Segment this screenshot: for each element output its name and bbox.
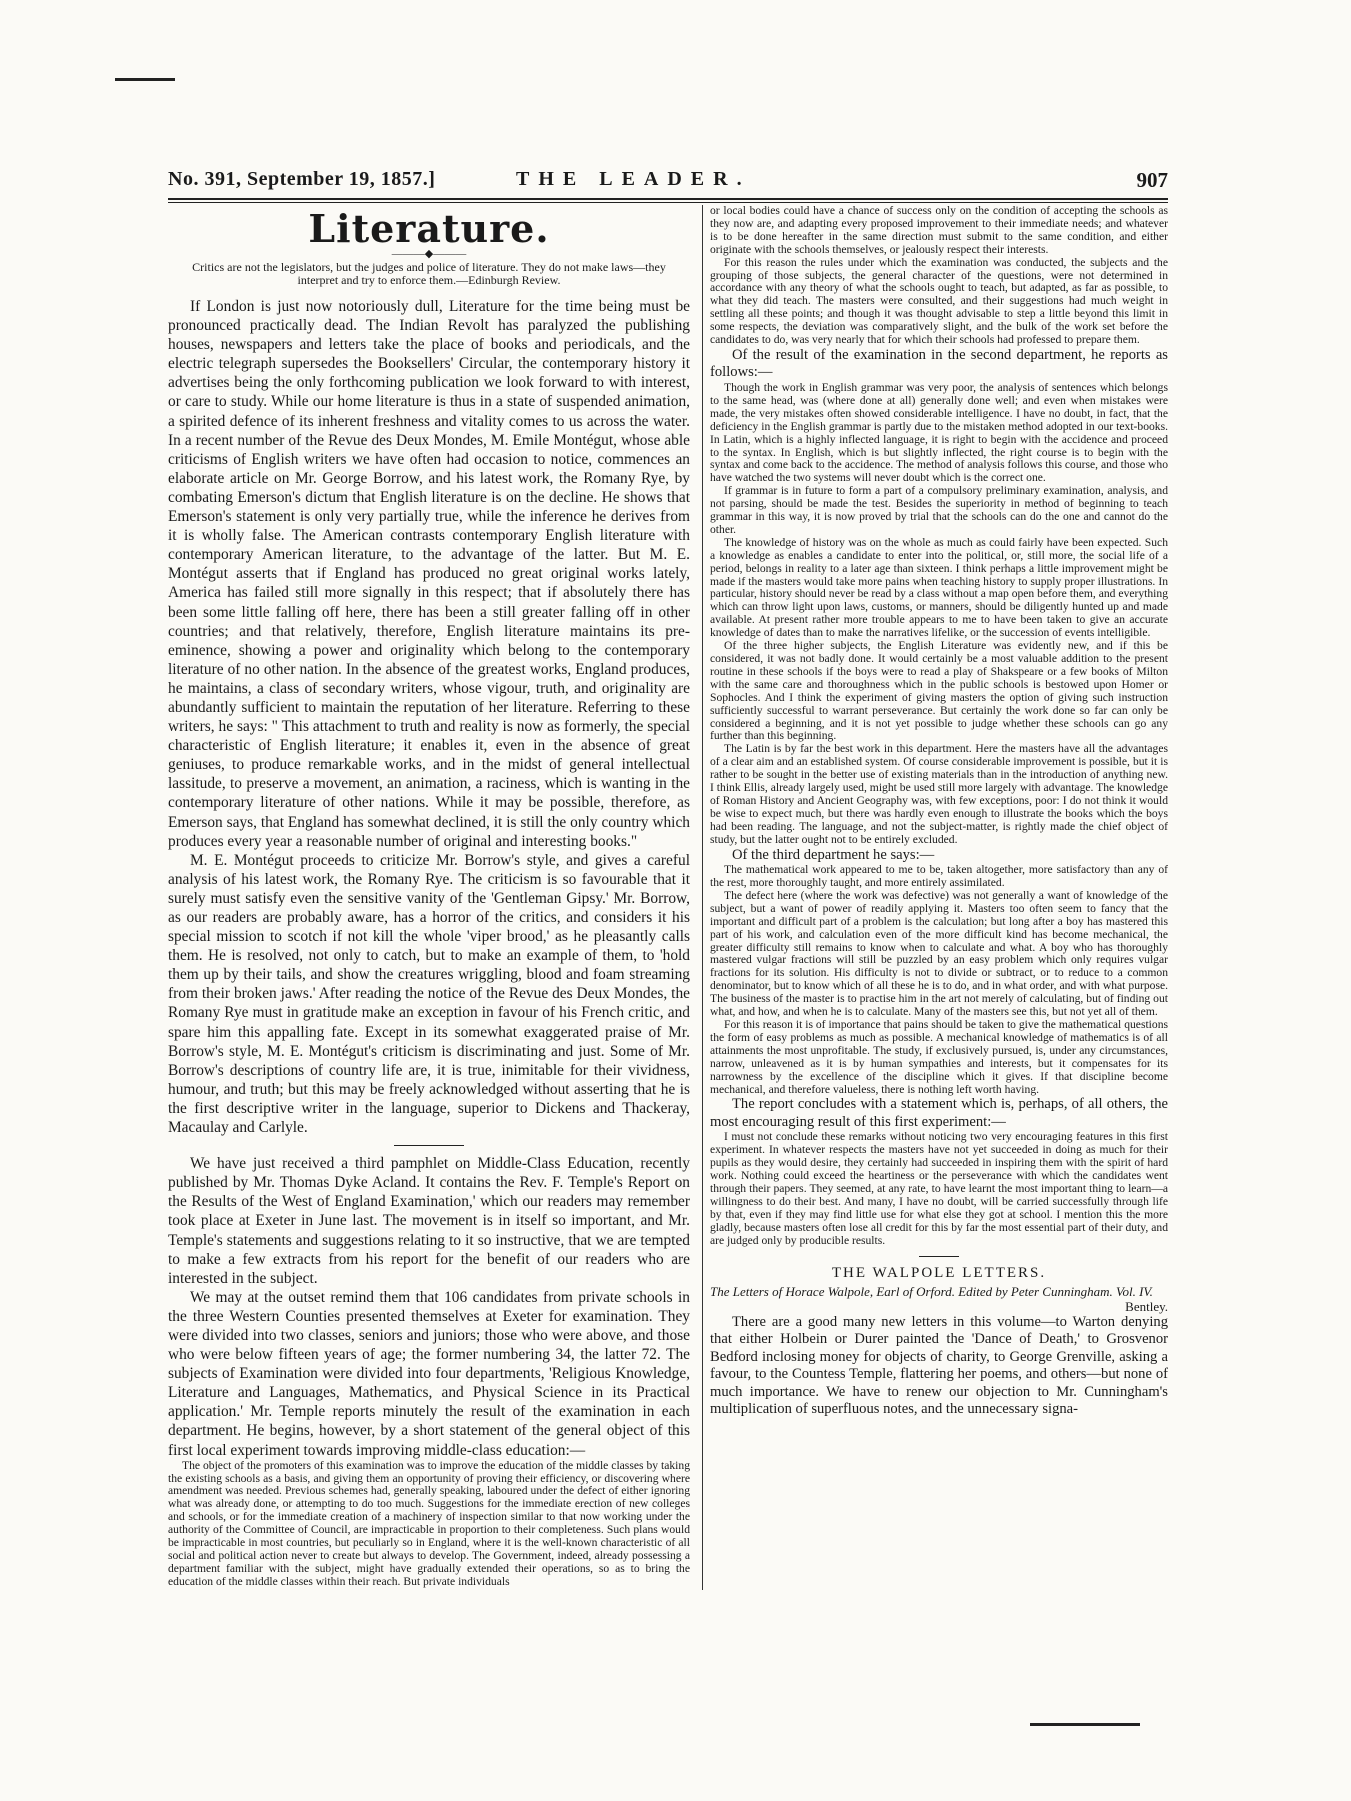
paragraph: There are a good many new letters in this volume—to Warton denying that either Holbein or Durer painted the 'Dance of Death,' to Grosvenor Bedford inclosing money for objects of charity, to George Grenville, asking a favour, to the Countess Temple, flattering her poems, and others—but none of much importance. We have to renew our objection to Mr. Cunningham's multiplication of superfluous notes, and the unnecessary signa- bbox=[710, 1313, 1168, 1418]
page-header bbox=[168, 168, 1168, 198]
quoted-extract: I must not conclude these remarks without noticing two very encouraging features in this first experiment. In whatever respects the masters have not yet succeeded in doing as much for their pupils as they would desire, they certainly had succeeded in inspiring them with the spirit of hard work. Nothing could exceed the heartiness or the perseverance with which the candidates went through their papers. They seemed, at any rate, to have learnt the most important thing to learn—a willingness to do their best. And many, I have no doubt, will be carried successfully through life by that, even if they may find little use for what else they got at school. I mention this the more gladly, because masters often lose all credit for this by far the most essential part of their duty, and are judged only by producible results. bbox=[710, 1130, 1168, 1247]
paragraph: The report concludes with a statement which is, perhaps, of all others, the most encouraging result of this first experiment:— bbox=[710, 1096, 1168, 1130]
scan-artifact bbox=[1030, 1723, 1140, 1726]
quoted-extract: The knowledge of history was on the whole as much as could fairly have been expected. Such a knowledge as enables a candidate to enter into the political, or, still more, the social life of a period, belongs in reality to a later age than sixteen. I think perhaps a little improvement might be made if the masters would take more pains when teaching history to supply proper illustrations. In particular, history should never be read by a class without a map open before them, and everything which can throw light upon laws, customs, or manners, should be diligently hunted up and made available. At present rather more trouble appears to me to have been taken to give an accurate knowledge of dates than to make the narratives lifelike, or the succession of events intelligible. bbox=[710, 535, 1168, 640]
masthead-title: THE LEADER. bbox=[516, 168, 751, 190]
quoted-extract: For this reason the rules under which the examination was conducted, the subjects and the grouping of those subjects, the general character of the questions, were not determined in accordance with any theory of what the schools ought to teach, but adapted, as far as possible, to what they did teach. The masters were consulted, and their suggestions had much weight in settling all these points; and though it was thought advisable to step a little beyond this limit in some respects, the deviation was comparatively slight, and the bulk of the work set before the candidates to do, was very nearly that for which their schools had professed to prepare them. bbox=[710, 255, 1168, 347]
page-number: 907 bbox=[1136, 168, 1168, 192]
paragraph: Of the third department he says:— bbox=[732, 846, 935, 863]
paragraph: Of the result of the examination in the second department, he reports as follows:— bbox=[710, 346, 1168, 381]
issue-info: No. 391, September 19, 1857.] bbox=[168, 168, 436, 190]
quoted-extract: The Latin is by far the best work in this department. Here the masters have all the advantages of a clear aim and an established system. Of course considerable improvement is possible, but it is rather to be sought in the better use of existing materials than in the introduction of anything new. I think Ellis, already largely used, might be used still more largely with advantage. The knowledge of Roman History and Ancient Geography was, with few exceptions, poor: I do not think it would be wise to expect much, but there was hardly even enough to illustrate the books which the boys had been reading. The language, and not the subject-matter, is rightly made the chief object of study, but the latter ought not to be entirely excluded. bbox=[710, 742, 1168, 846]
quoted-extract: or local bodies could have a chance of success only on the condition of accepting the schools as they now are, and adapting every proposed improvement to their immediate needs; and whatever is to be done hereafter in the same direction must submit to the same condition, and either originate with the schools themselves, or jealously respect their interests. bbox=[710, 204, 1168, 256]
scan-artifact bbox=[115, 78, 175, 81]
quoted-extract: Though the work in English grammar was very poor, the analysis of sentences which belongs to the same head, was (where done at all) generally done well; and even when mistakes were made, the very mistakes often showed considerable intelligence. I have no doubt, in fact, that the deficiency in the English grammar is partly due to the mistaken method adopted in our text-books. In Latin, which is a highly inflected language, it is right to begin with the accidence and proceed to the syntax. In English, which is but slightly inflected, the right course is to begin with the syntax and come back to the accidence. The method of analysis follows this course, and those who have watched the two systems will never doubt which is the correct one. bbox=[710, 380, 1168, 485]
quoted-extract: The mathematical work appeared to me to be, taken altogether, more satisfactory than any of the rest, more thoroughly taught, and more entirely assimilated. bbox=[710, 863, 1168, 889]
epigraph: Critics are not the legislators, but the judges and police of literature. They do not make laws—they interpret and try to enforce them.—Edinburgh Review. bbox=[192, 260, 666, 287]
book-title: The Letters of Horace Walpole, Earl of Orford. Edited by Peter Cunningham. Vol. IV. bbox=[710, 1283, 1153, 1299]
quoted-extract: Of the three higher subjects, the English Literature was evidently new, and if this be considered, it was not badly done. It would certainly be a most valuable addition to the present routine in these schools if the boys were to read a play of Shakspeare or a few books of Milton with the same care and thoroughness which in the public schools is bestowed upon Homer or Sophocles. And I think the experiment of giving masters the option of giving such instruction sufficiently successful to warrant perseverance. But certainly the work done so far can only be considered a beginning, and it is not yet possible to judge whether these schools can go any further than this beginning. bbox=[710, 639, 1168, 743]
separator-rule bbox=[394, 1145, 464, 1146]
title-ornament: ———◆——— bbox=[391, 248, 467, 260]
quoted-extract: The object of the promoters of this examination was to improve the education of the middle classes by taking the existing schools as a basis, and giving them an opportunity of proving their efficiency, or discovering where amendment was needed. Previous schemes had, generally speaking, laboured under the defect of either ignoring what was already done, or attempting to do too much. Suggestions for the immediate erection of new colleges and schools, or for the immediate creation of a machinery of inspection similar to that now working under the authority of the Committee of Council, are impracticable in proportion to their completeness. Such plans would be impracticable in most countries, but peculiarly so in England, where it is the well-known characteristic of all social and political action never to create but always to develop. The Government, indeed, already possessing a department familiar with the subject, might have gradually extended their operations, so as to bring the education of the middle classes within their reach. But private individuals bbox=[168, 1458, 690, 1588]
quoted-extract: If grammar is in future to form a part of a compulsory preliminary examination, analysis, and not parsing, should be made the test. Besides the superiority in method of beginning to teach grammar in this way, it is now proved by trial that the schools can do the one and cannot do the other. bbox=[710, 484, 1168, 536]
book-citation bbox=[710, 1283, 1168, 1314]
quoted-extract: For this reason it is of importance that pains should be taken to give the mathematical questions the form of easy problems as much as possible. A mechanical knowledge of mathematics is of all attainments the most unprofitable. The study, if exclusively pursued, is, under any circumstances, narrow, unleavened as it is by human sympathies and interests, but it compensates for its narrowness by the excellence of the discipline which it gives. If that discipline become mechanical, and therefore valueless, there is nothing left worth having. bbox=[710, 1017, 1168, 1096]
paragraph: We have just received a third pamphlet on Middle-Class Education, recently published by Mr. Thomas Dyke Acland. It contains the Rev. F. Temple's Report on the Results of the West of England Examination,' which our readers may remember took place at Exeter in June last. The movement is in itself so important, and Mr. Temple's statements and suggestions relating to it so instructive, that we are tempted to make a few extracts from his report for the benefit of our readers who are interested in the subject. bbox=[168, 1155, 690, 1287]
left-column bbox=[168, 205, 690, 1589]
quoted-extract: The defect here (where the work was defective) was not generally a want of knowledge of the subject, but a want of power of readily applying it. Masters too often seem to fancy that the important and difficult part of a problem is the calculation; but long after a boy has mastered this part of his work, and calculation even of the more difficult kind has become mechanical, the greater difficulty still remains to know when to calculate and what. A boy who has thoroughly mastered vulgar fractions will still be puzzled by an easy problem which only requires vulgar fractions for its solution. His difficulty is not to divide or subtract, or to reduce to a common denominator, but to know which of all these he is to do, and in what order, and with what purpose. The business of the master is to practise him in the art not merely of calculating, but of finding out what, and how, and when he is to calculate. Many of the masters see this, but not yet all of them. bbox=[710, 888, 1168, 1019]
publisher: Bentley. bbox=[1125, 1298, 1168, 1314]
column-divider bbox=[702, 205, 703, 1590]
paragraph: We may at the outset remind them that 106 candidates from private schools in the three Western Counties presented themselves at Exeter for examination. They were divided into two classes, seniors and juniors; those who were above, and those who were below fifteen years of age; the former numbering 34, the latter 72. The subjects of Examination were divided into four departments, 'Religious Knowledge, Literature and Languages, Mathematics, and Physical Science in its Practical application.' Mr. Temple reports minutely the result of the examination in each department. He begins, however, by a short statement of the general object of this first local experiment towards improving middle-class education:— bbox=[168, 1288, 690, 1459]
paragraph: If London is just now notoriously dull, Literature for the time being must be pronounced practically dead. The Indian Revolt has paralyzed the publishing houses, newspapers and letters take the place of books and periodicals, and the electric telegraph supersedes the Booksellers' Circular, the contemporary history it advertises being the only forthcoming publication we look forward to with interest, or care to study. While our home literature is thus in a state of suspended animation, a spirited defence of its inherent freshness and vitality comes to us across the water. In a recent number of the Revue des Deux Mondes, M. Emile Montégut, whose able criticisms of English writers we have often had occasion to notice, commences an elaborate article on Mr. George Borrow, and his latest work, the Romany Rye, by combating Emerson's dictum that English literature is on the decline. He shows that Emerson's statement is only very partially true, while the inference he derives from it is wholly false. The American contrasts contemporary English literature with contemporary American literature, to the advantage of the latter. But M. E. Montégut asserts that if England has produced no great original works lately, America has failed still more signally in this respect; that if absolutely there has been some little falling off here, there has been a still greater falling off in other countries; and that relatively, therefore, English literature maintains its pre-eminence, showing a power and originality which belong to the contemporary literature of no other nation. In the absence of the greatest works, England produces, he maintains, a class of secondary writers, whose vigour, truth, and originality are abundantly sufficient to maintain the reputation of her literature. Referring to these writers, he says: " This attachment to truth and reality is now as formerly, the special characteristic of English literature; it enables it, even in the absence of great geniuses, to produce remarkable works, and in the midst of general intellectual lassitude, to preserve a movement, an animation, a raciness, which is wanting in the contemporary literature of other nations. While it may be possible, therefore, as Emerson says, that England has somewhat declined, it is still the only country which produces every year a reasonable number of original and interesting books." bbox=[168, 298, 690, 850]
paragraph: M. E. Montégut proceeds to criticize Mr. Borrow's style, and gives a careful analysis of his latest work, the Romany Rye. The criticism is so favourable that it surely must satisfy even the sensitive vanity of the 'Gentleman Gipsy.' Mr. Borrow, as our readers are probably aware, has a horror of the critics, and considers it his special mission to scotch if not kill the whole 'viper brood,' as he pleasantly calls them. He is resolved, not only to catch, but to make an example of them, to 'hold them up by their tails, and show the creatures wriggling, blood and foam streaming from their broken jaws.' After reading the notice of the Revue des Deux Mondes, the Romany Rye must in gratitude make an exception in favour of his French critic, and spare him this appalling fate. Except in its somewhat exaggerated praise of Mr. Borrow's style, M. E. Montégut's criticism is discriminating and just. Some of Mr. Borrow's descriptions of country life are, it is true, inimitable for their vividness, humour, and truth; but this may be freely acknowledged without asserting that he is the first descriptive writer in the language, superior to Dickens and Thackeray, Macaulay and Carlyle. bbox=[168, 851, 690, 1137]
section-title: Literature. bbox=[308, 206, 550, 251]
right-column bbox=[710, 205, 1168, 1419]
header-rule bbox=[168, 198, 1168, 200]
header-rule-thin bbox=[168, 202, 1168, 203]
separator-rule bbox=[919, 1256, 959, 1257]
article-heading: THE WALPOLE LETTERS. bbox=[831, 1264, 1047, 1281]
